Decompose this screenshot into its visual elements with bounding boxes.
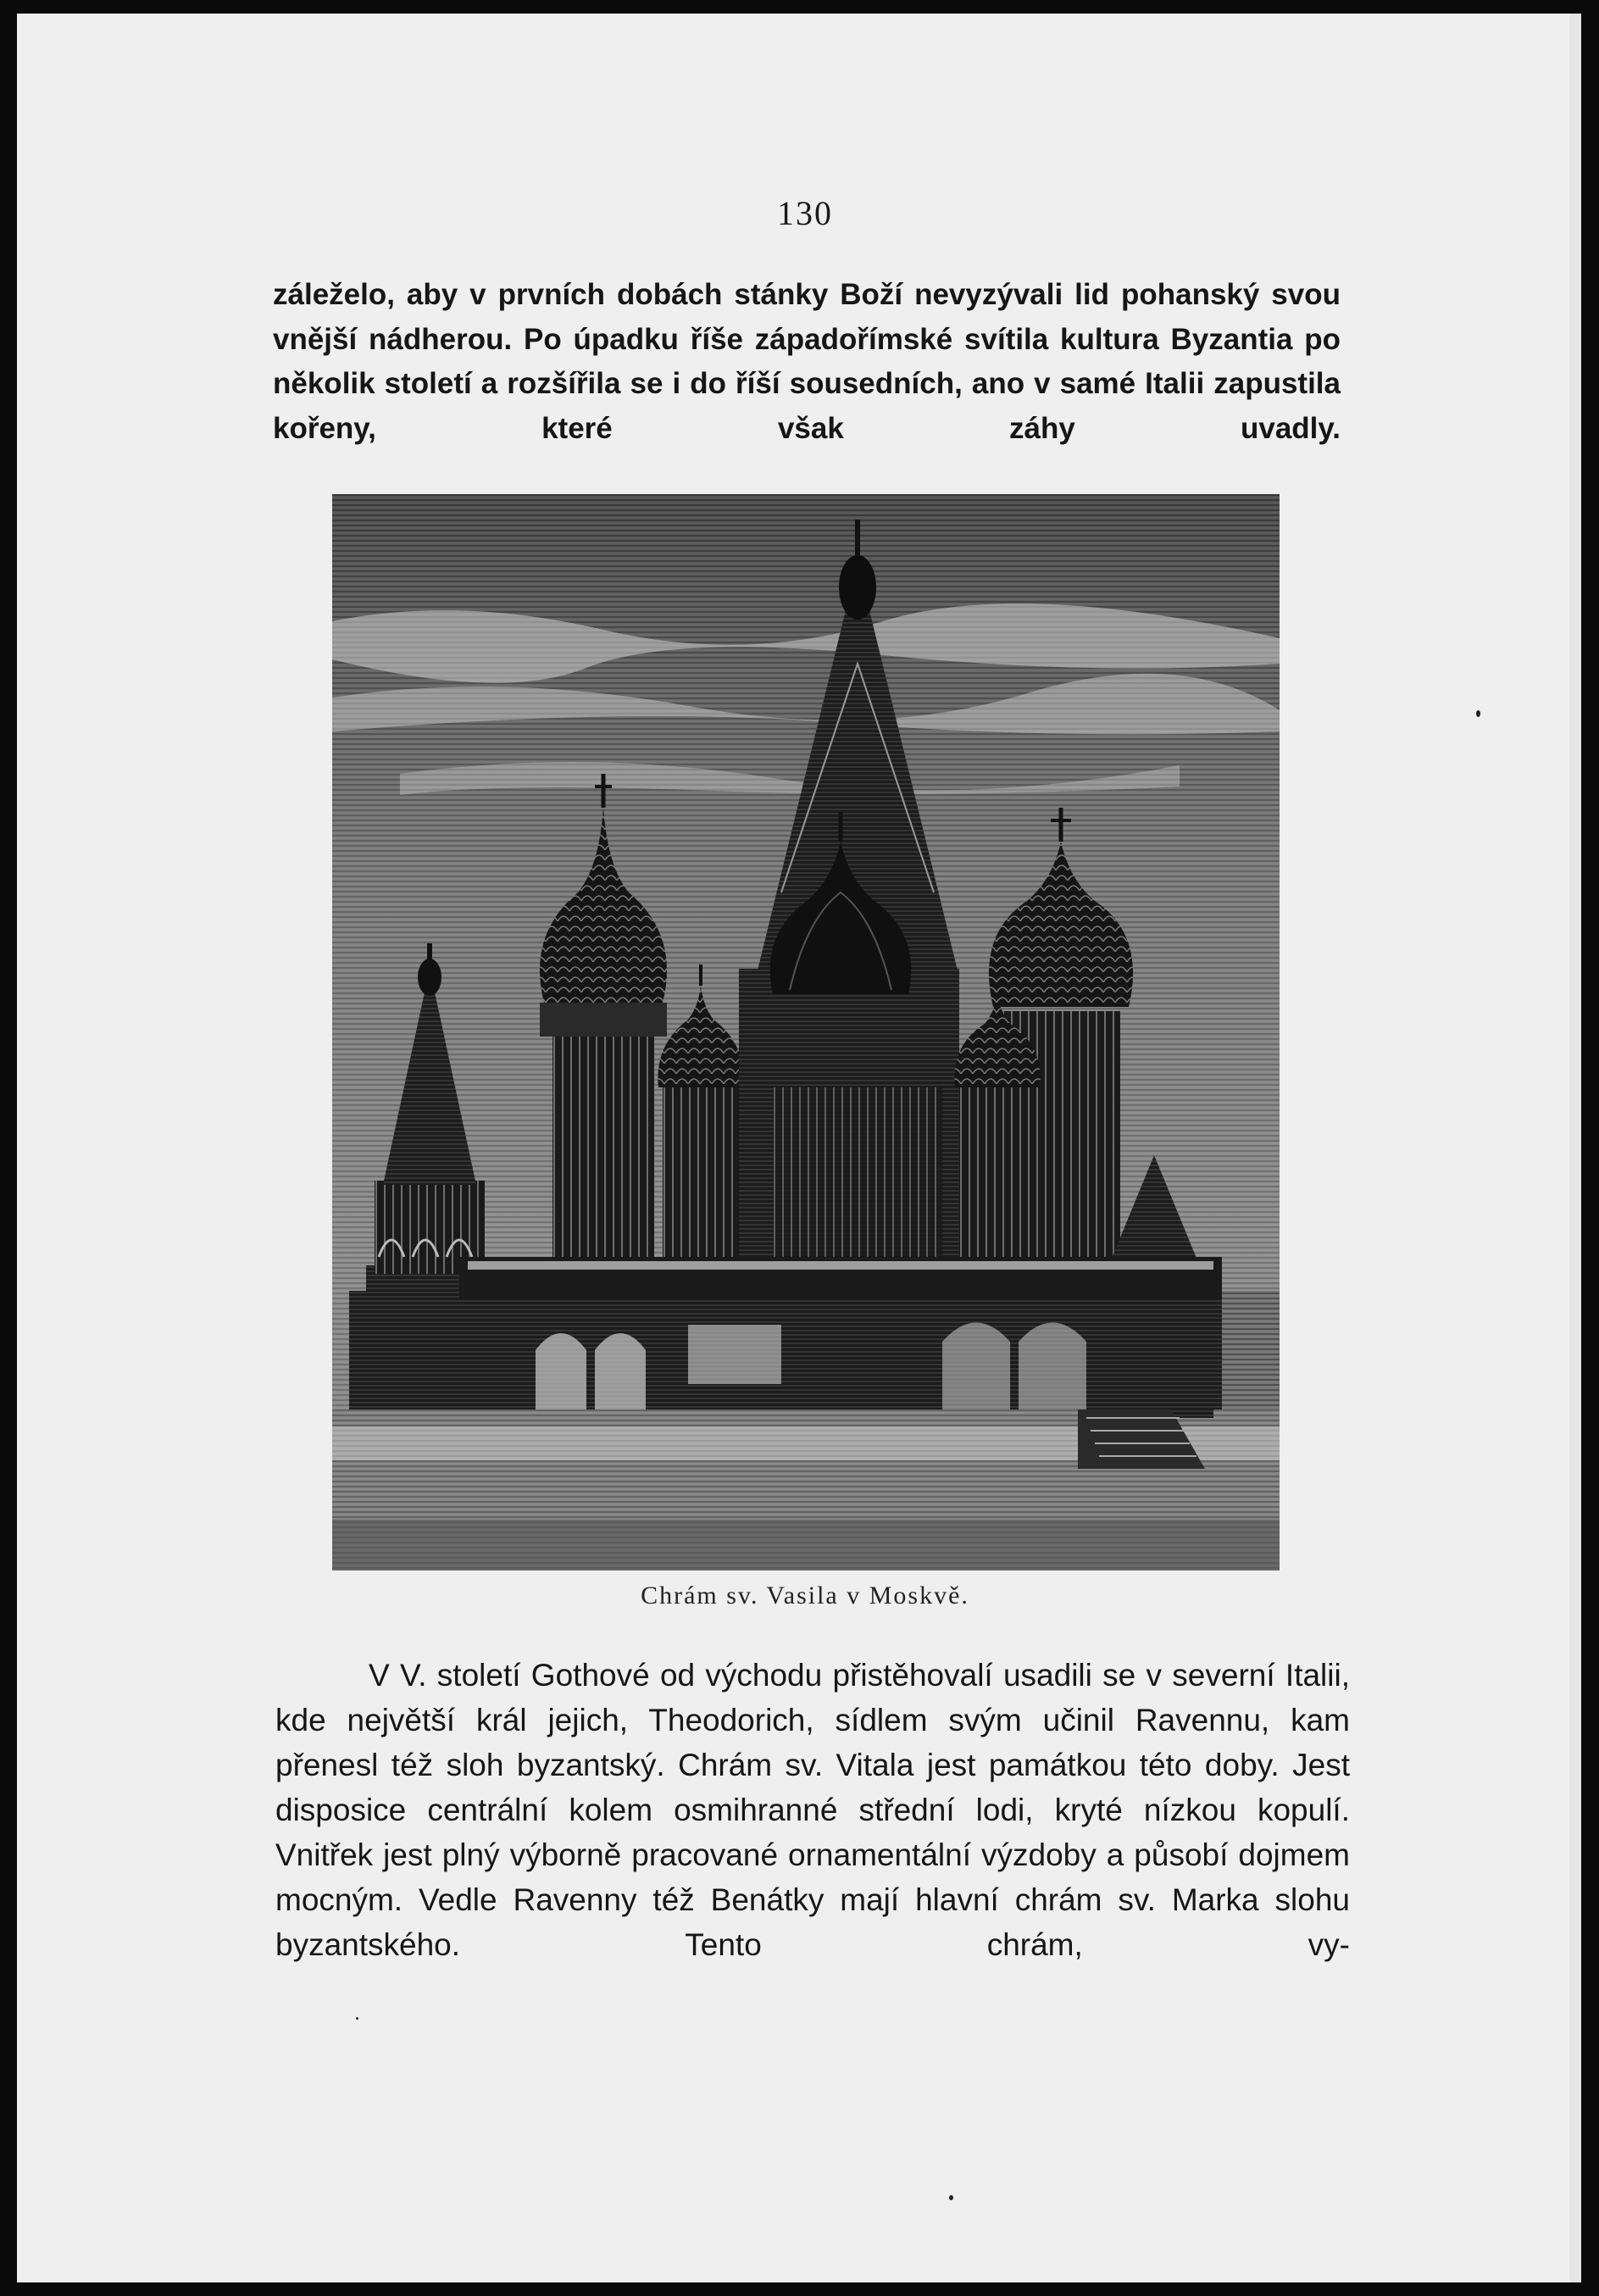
print-speck bbox=[949, 2195, 953, 2200]
figure-caption: Chrám sv. Vasila v Moskvě. bbox=[641, 1582, 969, 1609]
page-number: 130 bbox=[777, 194, 833, 232]
print-speck bbox=[356, 2017, 358, 2020]
cathedral-illustration bbox=[332, 494, 1280, 1571]
page-edge bbox=[1569, 14, 1581, 2282]
paragraph-bottom: V V. století Gothové od východu přistěhovalí usadili se v severní Italii, kde největší král jejich, Theodorich, sídlem svým učinil Ravennu, kam přenesl též sloh byzantský. Chrám sv. Vitala jest památkou této doby. Jest disposice centrální kolem osmihranné střední lodi, kryté nízkou kopulí. Vnitřek jest plný výborně pracované ornamentální výzdoby a působí dojmem mocným. Vedle Ravenny též Benátky mají hlavní chrám sv. Marka slohu byzantského. Tento chrám, vy- bbox=[275, 1658, 1350, 1962]
paragraph-top: záleželo, aby v prvních dobách stánky Boží nevyzývali lid pohanský svou vnější nádherou. Po úpadku říše západořímské svítila kultura Byzantia po několik století a rozšířila se i do říší sousedních, ano v samé Italii zapustila kořeny, které však záhy uvadly. bbox=[273, 278, 1341, 445]
print-speck bbox=[1476, 710, 1480, 717]
